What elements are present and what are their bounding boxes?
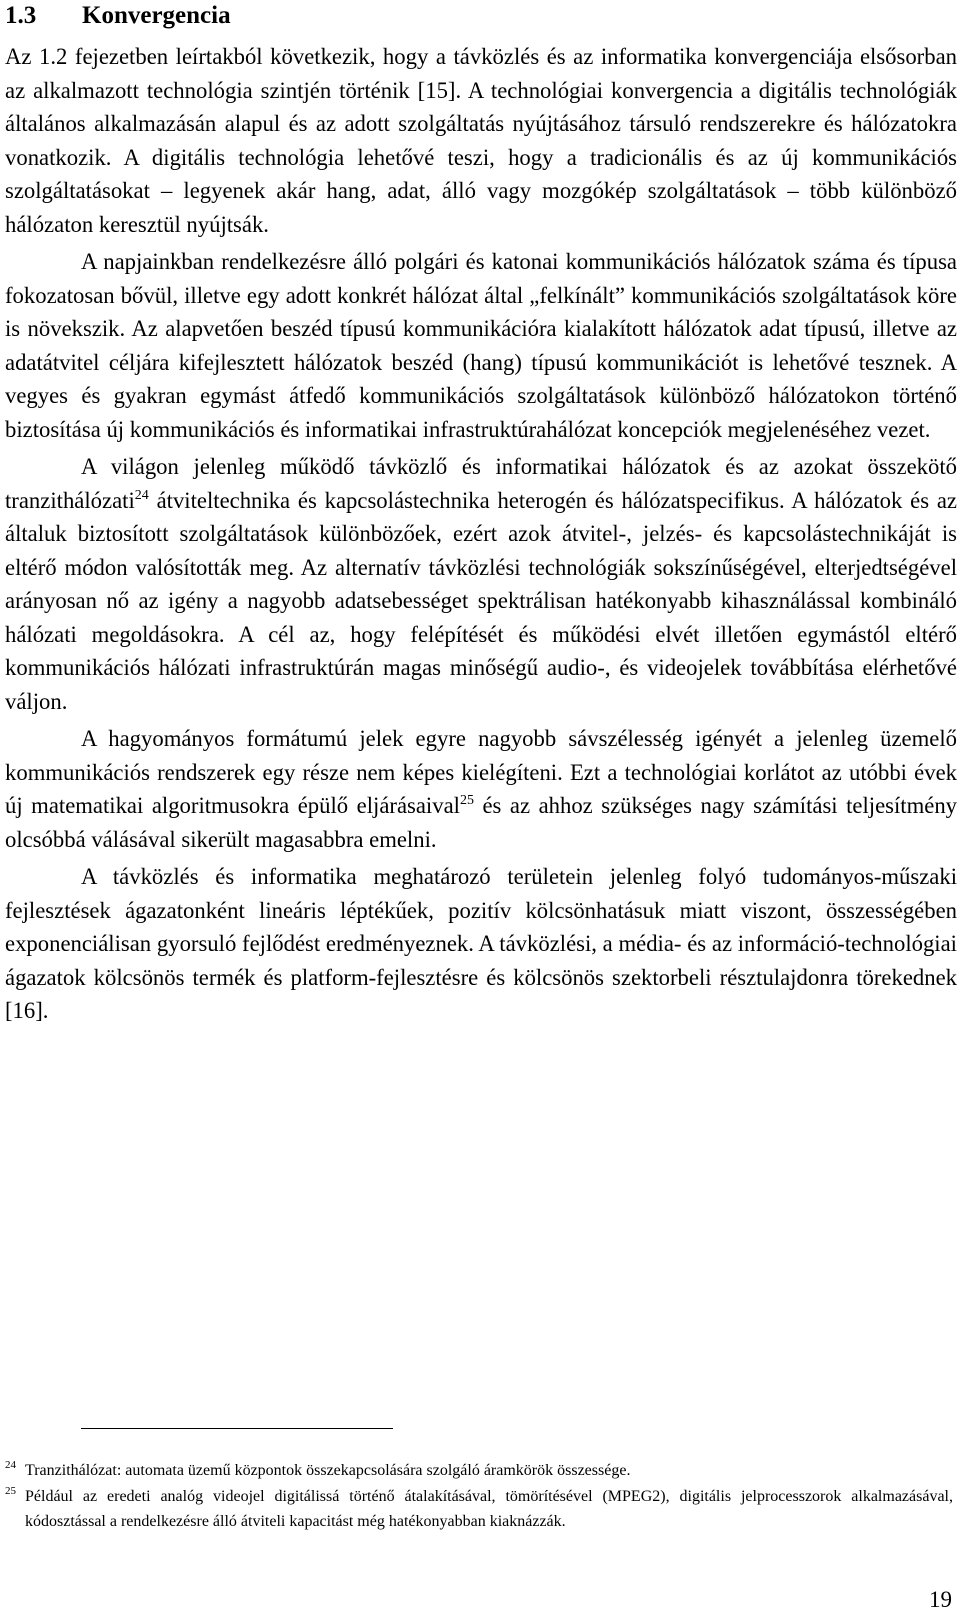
footnote-25: 25 Például az eredeti analóg videojel digitálissá történő átalakításával, tömörítésével (MPEG2), digitális jelprocesszorok alkalmazásával, kódosztással a rendelkezésre álló átviteli kapacitást még hatékonyabban kiaknázzák.: [5, 1485, 953, 1530]
paragraph-5: A távközlés és informatika meghatározó területein jelenleg folyó tudományos-műszaki fejlesztések ágazatonként lineáris léptékűek, pozitív kölcsönhatásuk miatt viszont, összességében exponenciálisan gyorsuló fejlődést eredményeznek. A távközlési, a média- és az információ-technológiai ágazatok kölcsönös termék és platform-fejlesztésre és kölcsönös szektorbeli résztulajdonra törekednek [16].: [5, 864, 957, 1023]
footnote-24: 24 Tranzithálózat: automata üzemű központok összekapcsolására szolgáló áramkörök összessége.: [5, 1459, 631, 1479]
section-heading: [5, 0, 231, 32]
section-title: Konvergencia: [82, 2, 231, 29]
footnote-reference-24[interactable]: 24: [134, 487, 149, 503]
paragraph-1: Az 1.2 fejezetben leírtakból következik, hogy a távközlés és az informatika konvergenciája elsősorban az alkalmazott technológia szintjén történik [15]. A technológiai konvergencia a digitális technológiák általános alkalmazásán alapul és az adott szolgáltatás nyújtásához társuló rendszerekre és hálózatokra vonatkozik. A digitális technológia lehetővé teszi, hogy a tradicionális és az új kommunikációs szolgáltatásokat – legyenek akár hang, adat, álló vagy mozgókép szolgáltatások – több különböző hálózaton keresztül nyújtsák.: [5, 44, 957, 237]
footnote-reference-25[interactable]: 25: [459, 793, 474, 808]
paragraph-4-text-start: A hagyományos formátumú jelek egyre nagyobb sávszélesség igényét a jelenleg üzemelő kommunikációs rendszerek egy része nem képes kielégíteni. Ezt a technológiai korlátot az utóbbi évek új matematikai algoritmusokra épülő eljárásaival: [5, 726, 957, 818]
paragraph-3-text-end: átviteltechnika és kapcsolástechnika heterogén és hálózatspecifikus. A hálózatok és az általuk biztosított szolgáltatások különbözőek, ezért azok átvitel-, jelzés- és kapcsolástechnikáját is eltérő módon valósították meg. Az alternatív távközlési technológiák sokszínűségével, elterjedtségével arányosan nő az igény a nagyobb adatsebességet spektrálisan hatékonyabb kihasználással kombináló hálózati megoldásokra. A cél az, hogy felépítését és működési elvét illetően egymástól eltérő kommunikációs hálózati infrastruktúrán magas minőségű audio-, és videojelek továbbítása elérhetővé váljon.: [5, 487, 957, 714]
paragraph-2: A napjainkban rendelkezésre álló polgári és katonai kommunikációs hálózatok száma és típusa fokozatosan bővül, illetve egy adott konkrét hálózat által „felkínált” kommunikációs szolgáltatások köre is növekszik. Az alapvetően beszéd típusú kommunikációra kialakított hálózatok adat típusú, illetve az adatátvitel céljára kifejlesztett hálózatok beszéd (hang) típusú kommunikációt is lehetővé tesznek. A vegyes és gyakran egymást átfedő kommunikációs szolgáltatások különböző hálózatokon történő biztosítása új kommunikációs és informatikai infrastruktúrahálózat koncepciók megjelenéséhez vezet.: [5, 249, 957, 442]
paragraph-3: [5, 450, 957, 718]
section-number: 1.3: [5, 2, 37, 29]
paragraph-4-text-end: és az ahhoz szükséges nagy számítási teljesítmény olcsóbbá válásával sikerült magasabbra emelni.: [5, 793, 958, 852]
footnote-text: Tranzithálózat: automata üzemű központok összekapcsolására szolgáló áramkörök összessége.: [25, 1462, 631, 1479]
body-text: [5, 40, 957, 1028]
paragraph-4: [5, 722, 957, 856]
paragraph-3-text-start: A világon jelenleg működő távközlő és informatikai hálózatok és az azokat összekötő tranzithálózati: [5, 454, 957, 513]
footnote-separator: [81, 1428, 393, 1429]
page-number: 19: [929, 1587, 952, 1612]
footnote-text: Például az eredeti analóg videojel digitálissá történő átalakításával, tömörítésével (MPEG2), digitális jelprocesszorok alkalmazásával, kódosztással a rendelkezésre álló átviteli kapacitást még hatékonyabban kiaknázzák.: [25, 1488, 953, 1530]
